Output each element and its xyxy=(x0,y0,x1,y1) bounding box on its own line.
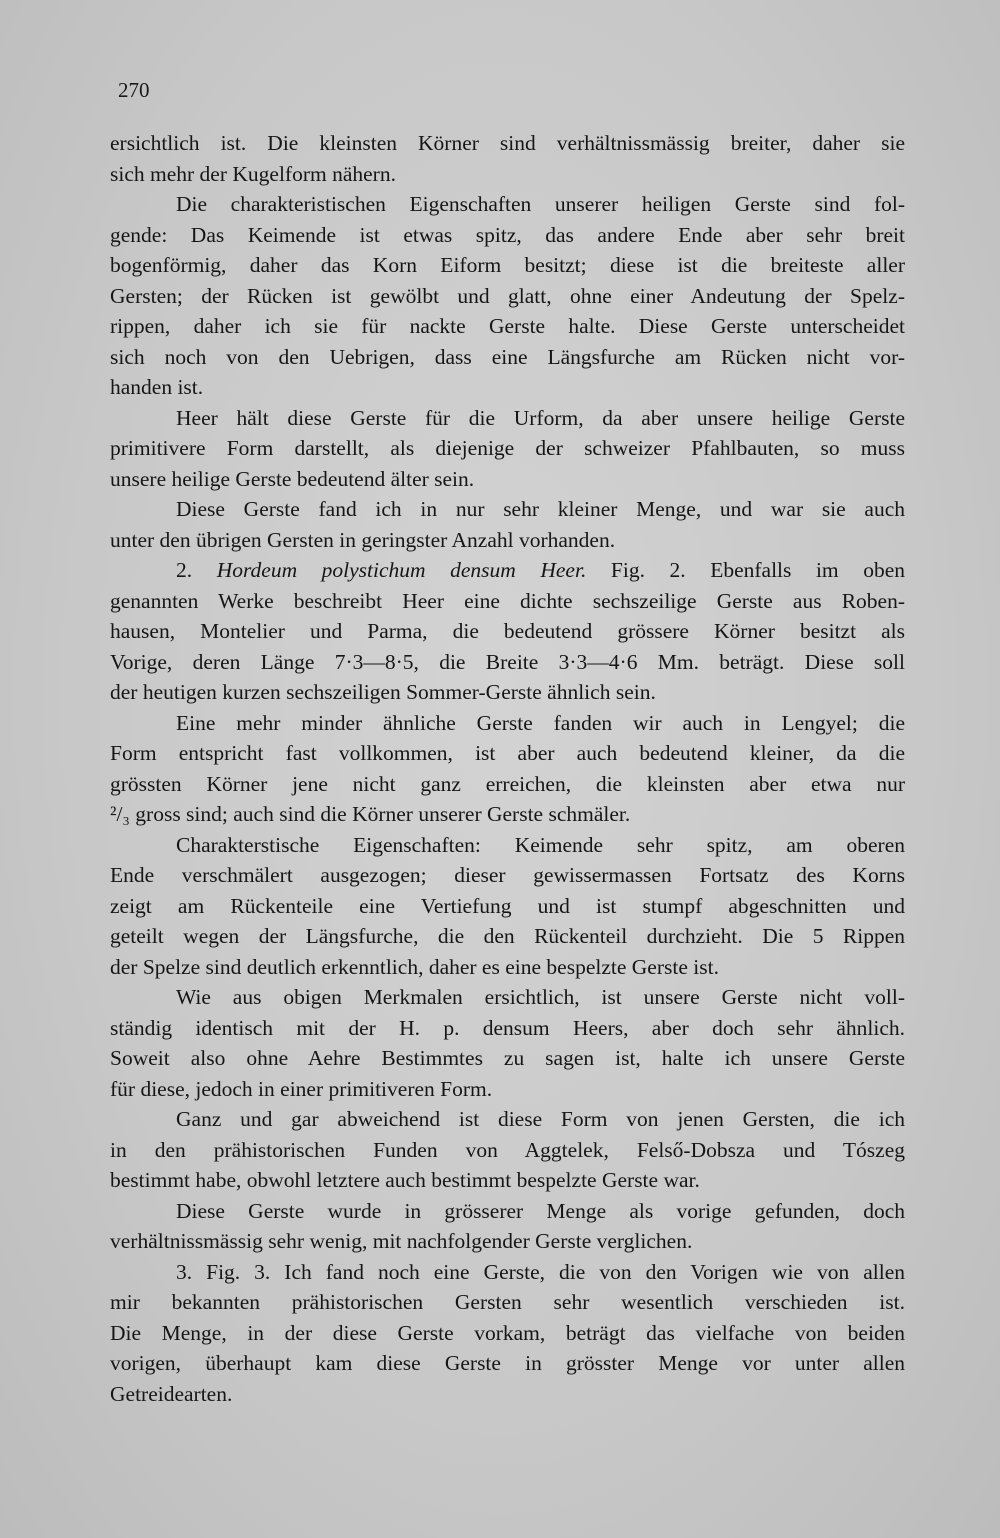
text-line: Wie aus obigen Merkmalen ersichtlich, ist unsere Gerste nicht voll- xyxy=(176,985,905,1009)
text-line: gende: Das Keimende ist etwas spitz, das andere Ende aber sehr breit xyxy=(110,222,905,247)
text-line: sich mehr der Kugelform nähern. xyxy=(110,161,396,186)
species-name: Hordeum polystichum densum Heer. xyxy=(216,558,587,582)
text-line: unter den übrigen Gersten in geringster Anzahl vorhanden. xyxy=(110,527,616,552)
text-line: handen ist. xyxy=(110,375,204,399)
text-line: rippen, daher ich sie für nackte Gerste halte. Diese Gerste unterscheidet xyxy=(110,314,905,338)
text-line: Die charakteristischen Eigenschaften unserer heiligen Gerste sind fol- xyxy=(176,192,905,216)
text-line: Diese Gerste fand ich in nur sehr kleiner Menge, und war sie auch xyxy=(176,497,905,521)
text-line: unsere heilige Gerste bedeutend älter sein. xyxy=(110,466,475,491)
text-line: Ganz und gar abweichend ist diese Form von jenen Gersten, die ich xyxy=(176,1107,905,1131)
page-number: 270 xyxy=(118,78,150,102)
text-line: primitivere Form darstellt, als diejenige der schweizer Pfahlbauten, so muss xyxy=(110,436,905,460)
text-line: bogenförmig, daher das Korn Eiform besitzt; diese ist die breiteste aller xyxy=(110,253,905,277)
text-line: Ende verschmälert ausgezogen; dieser gewissermassen Fortsatz des Korns xyxy=(110,863,905,887)
species-number: 2. xyxy=(176,558,217,582)
text-line: Form entspricht fast vollkommen, ist aber auch bedeutend kleiner, da die xyxy=(110,741,905,765)
text-line: ständig identisch mit der H. p. densum Heers, aber doch sehr ähnlich. xyxy=(110,1015,905,1040)
text-line: in den prähistorischen Funden von Aggtelek, Felső-Dobsza und Tószeg xyxy=(110,1137,905,1162)
text-line: Getreidearten. xyxy=(110,1381,233,1406)
text-line: sich noch von den Uebrigen, dass eine Längsfurche am Rücken nicht vor- xyxy=(110,344,905,369)
text-line: Vorige, deren Länge 7·3—8·5, die Breite 3·3—4·6 Mm. beträgt. Diese soll xyxy=(110,649,905,674)
text-line: hausen, Montelier und Parma, die bedeutend grössere Körner besitzt als xyxy=(110,619,905,643)
text-line: Charakterstische Eigenschaften: Keimende sehr spitz, am oberen xyxy=(176,832,905,857)
text-line: zeigt am Rückenteile eine Vertiefung und ist stumpf abgeschnitten und xyxy=(110,893,905,918)
text-line: für diese, jedoch in einer primitiveren Form. xyxy=(110,1076,493,1101)
text-line: vorigen, überhaupt kam diese Gerste in grösster Menge vor unter allen xyxy=(110,1351,905,1375)
text-line: Gersten; der Rücken ist gewölbt und glatt, ohne einer Andeutung der Spelz- xyxy=(110,283,905,308)
text-line: mir bekannten prähistorischen Gersten sehr wesentlich verschieden ist. xyxy=(110,1290,905,1314)
text-line: bestimmt habe, obwohl letztere auch bestimmt bespelzte Gerste war. xyxy=(110,1168,700,1192)
text-line: Die Menge, in der diese Gerste vorkam, beträgt das vielfache von beiden xyxy=(110,1320,905,1345)
body-text xyxy=(110,128,905,1409)
text-line: Diese Gerste wurde in grösserer Menge als vorige gefunden, doch xyxy=(176,1198,905,1223)
text-line: Soweit also ohne Aehre Bestimmtes zu sagen ist, halte ich unsere Gerste xyxy=(110,1046,905,1070)
text-line: geteilt wegen der Längsfurche, die den Rückenteil durchzieht. Die 5 Rippen xyxy=(110,924,905,948)
text-line: 3. Fig. 3. Ich fand noch eine Gerste, die von den Vorigen wie von allen xyxy=(176,1259,905,1284)
text-line: grössten Körner jene nicht ganz erreichen, die kleinsten aber etwa nur xyxy=(110,771,905,796)
text-line: der heutigen kurzen sechszeiligen Sommer-Gerste ähnlich sein. xyxy=(110,680,656,704)
text-line: genannten Werke beschreibt Heer eine dichte sechszeilige Gerste aus Roben- xyxy=(110,588,905,613)
text-line: ersichtlich ist. Die kleinsten Körner sind verhältnissmässig breiter, daher sie xyxy=(110,131,905,155)
text-line: ²/₃ gross sind; auch sind die Körner unserer Gerste schmäler. xyxy=(110,802,631,826)
text-line: Eine mehr minder ähnliche Gerste fanden wir auch in Lengyel; die xyxy=(176,710,905,735)
text-line: verhältnissmässig sehr wenig, mit nachfolgender Gerste verglichen. xyxy=(110,1229,693,1253)
text-line: der Spelze sind deutlich erkenntlich, daher es eine bespelzte Gerste ist. xyxy=(110,954,719,979)
text-line-species xyxy=(110,555,905,586)
species-line-rest: Fig. 2. Ebenfalls im oben xyxy=(586,558,905,582)
text-line: Heer hält diese Gerste für die Urform, da aber unsere heilige Gerste xyxy=(176,405,905,430)
